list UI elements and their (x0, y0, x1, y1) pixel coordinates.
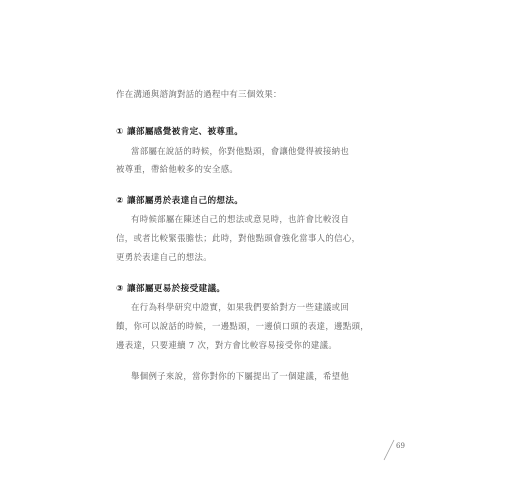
section-3-line-1: 在行為科學研究中證實，如果我們要給對方一些建議或回 (131, 302, 350, 312)
closing-paragraph: 舉個例子來說，當你對你的下屬提出了一個建議，希望他 (131, 371, 350, 381)
section-3-line-2: 饋，你可以說話的時候，一邊點頭，一邊偵口頭的表達，邊點頭， (116, 321, 370, 331)
page-number: 69 (396, 442, 405, 450)
folio-slash-icon (382, 438, 396, 462)
section-heading-1: ① 讓部屬感覺被肯定、被尊重。 (116, 127, 244, 137)
intro-paragraph: 作在溝通與諮詢對話的過程中有三個效果： (116, 89, 282, 99)
section-1-line-2: 被尊重，帶給他較多的安全感。 (116, 164, 239, 174)
section-2-line-3: 更勇於表達自己的想法。 (116, 252, 212, 262)
section-2-line-1: 有時候部屬在陳述自己的想法或意見時，也許會比較沒自 (131, 214, 350, 224)
section-heading-2: ② 讓部屬勇於表達自己的想法。 (116, 196, 244, 206)
section-heading-3: ③ 讓部屬更易於接受建議。 (116, 284, 226, 294)
section-3-line-3: 邊表達，只要連續 7 次，對方會比較容易接受你的建議。 (116, 340, 338, 350)
section-1-line-1: 當部屬在說話的時候，你對他點頭，會讓他覺得被接納也 (131, 146, 350, 156)
section-2-line-2: 信，或者比較緊張膽怯；此時，對他點頭會強化當事人的信心， (116, 233, 361, 243)
page-number-folio (382, 438, 422, 462)
